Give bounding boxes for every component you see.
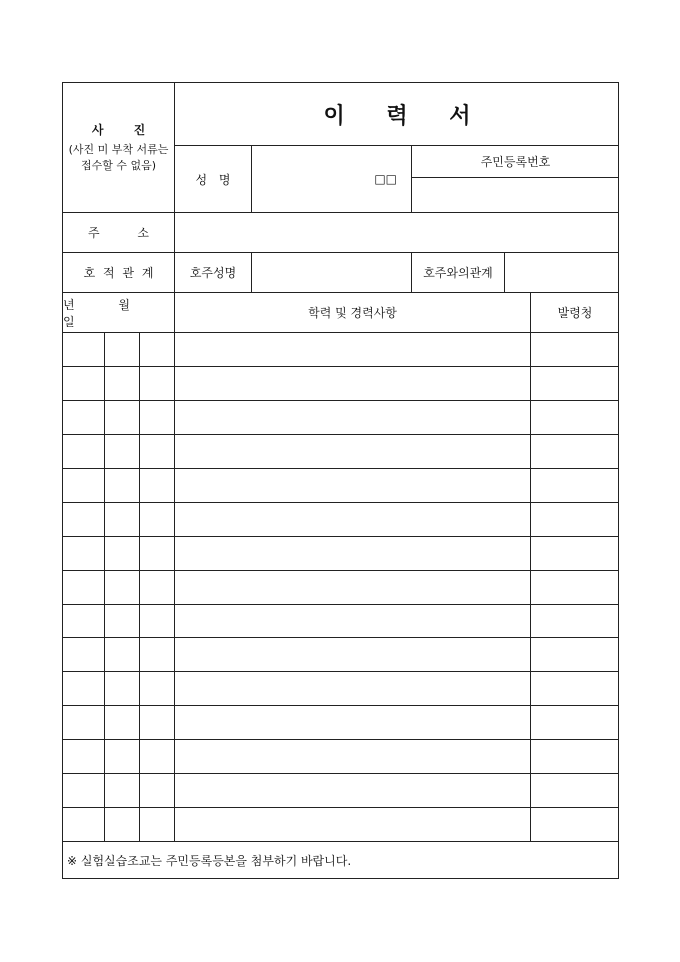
history-day-cell[interactable] xyxy=(140,740,174,773)
history-day-cell[interactable] xyxy=(140,638,174,671)
history-detail-cell[interactable] xyxy=(175,605,530,638)
history-month-cell[interactable] xyxy=(105,333,139,366)
history-detail-cell[interactable] xyxy=(175,503,530,536)
history-header: 학력 및 경력사항 xyxy=(308,306,397,320)
history-day-cell[interactable] xyxy=(140,774,174,807)
history-detail-cell[interactable] xyxy=(175,740,530,773)
history-issuer-cell[interactable] xyxy=(531,808,619,841)
history-year-cell[interactable] xyxy=(63,638,104,671)
history-day-cell[interactable] xyxy=(140,401,174,434)
relation-to-head-field[interactable] xyxy=(505,253,619,292)
history-day-cell[interactable] xyxy=(140,605,174,638)
issuer-header: 발령청 xyxy=(557,306,593,320)
history-issuer-cell[interactable] xyxy=(531,469,619,502)
history-month-cell[interactable] xyxy=(105,605,139,638)
history-detail-cell[interactable] xyxy=(175,774,530,807)
history-year-cell[interactable] xyxy=(63,808,104,841)
household-head-name-label: 호주성명 xyxy=(189,266,237,280)
history-year-cell[interactable] xyxy=(63,469,104,502)
date-header: 년 월 일 xyxy=(63,297,130,329)
history-issuer-cell[interactable] xyxy=(531,537,619,570)
history-month-cell[interactable] xyxy=(105,537,139,570)
history-issuer-cell[interactable] xyxy=(531,706,619,739)
form-title: 이 력 서 xyxy=(323,102,471,129)
history-issuer-cell[interactable] xyxy=(531,740,619,773)
history-month-cell[interactable] xyxy=(105,503,139,536)
history-year-cell[interactable] xyxy=(63,333,104,366)
history-day-cell[interactable] xyxy=(140,672,174,705)
history-detail-cell[interactable] xyxy=(175,571,530,604)
history-year-cell[interactable] xyxy=(63,503,104,536)
history-month-cell[interactable] xyxy=(105,706,139,739)
history-day-cell[interactable] xyxy=(140,503,174,536)
history-detail-cell[interactable] xyxy=(175,469,530,502)
photo-note-line2: 접수할 수 없음) xyxy=(80,158,157,172)
history-day-cell[interactable] xyxy=(140,537,174,570)
history-year-cell[interactable] xyxy=(63,367,104,400)
history-year-cell[interactable] xyxy=(63,706,104,739)
history-month-cell[interactable] xyxy=(105,774,139,807)
history-year-cell[interactable] xyxy=(63,435,104,468)
history-issuer-cell[interactable] xyxy=(531,367,619,400)
history-month-cell[interactable] xyxy=(105,808,139,841)
history-day-cell[interactable] xyxy=(140,706,174,739)
history-year-cell[interactable] xyxy=(63,774,104,807)
history-day-cell[interactable] xyxy=(140,333,174,366)
resident-number-field[interactable] xyxy=(412,178,619,212)
history-detail-cell[interactable] xyxy=(175,672,530,705)
history-issuer-cell[interactable] xyxy=(531,605,619,638)
history-day-cell[interactable] xyxy=(140,469,174,502)
history-month-cell[interactable] xyxy=(105,672,139,705)
history-day-cell[interactable] xyxy=(140,808,174,841)
name-label: 성 명 xyxy=(195,172,231,187)
history-month-cell[interactable] xyxy=(105,638,139,671)
history-day-cell[interactable] xyxy=(140,367,174,400)
name-field[interactable] xyxy=(252,146,411,212)
history-detail-cell[interactable] xyxy=(175,638,530,671)
history-month-cell[interactable] xyxy=(105,401,139,434)
history-month-cell[interactable] xyxy=(105,469,139,502)
relation-to-head-label: 호주와의관계 xyxy=(423,266,493,280)
history-detail-cell[interactable] xyxy=(175,706,530,739)
resident-number-label: 주민등록번호 xyxy=(480,155,551,169)
history-month-cell[interactable] xyxy=(105,740,139,773)
history-issuer-cell[interactable] xyxy=(531,774,619,807)
photo-box xyxy=(63,83,174,212)
history-issuer-cell[interactable] xyxy=(531,638,619,671)
history-year-cell[interactable] xyxy=(63,740,104,773)
family-relation-label: 호 적 관 계 xyxy=(83,266,154,280)
history-month-cell[interactable] xyxy=(105,435,139,468)
history-day-cell[interactable] xyxy=(140,435,174,468)
history-day-cell[interactable] xyxy=(140,571,174,604)
history-detail-cell[interactable] xyxy=(175,435,530,468)
address-label: 주 소 xyxy=(88,226,149,240)
history-issuer-cell[interactable] xyxy=(531,435,619,468)
history-issuer-cell[interactable] xyxy=(531,672,619,705)
history-year-cell[interactable] xyxy=(63,605,104,638)
history-issuer-cell[interactable] xyxy=(531,401,619,434)
history-year-cell[interactable] xyxy=(63,401,104,434)
history-year-cell[interactable] xyxy=(63,672,104,705)
history-month-cell[interactable] xyxy=(105,571,139,604)
history-detail-cell[interactable] xyxy=(175,367,530,400)
history-month-cell[interactable] xyxy=(105,367,139,400)
name-value: □□ xyxy=(374,172,397,186)
history-detail-cell[interactable] xyxy=(175,808,530,841)
history-year-cell[interactable] xyxy=(63,571,104,604)
history-detail-cell[interactable] xyxy=(175,333,530,366)
history-issuer-cell[interactable] xyxy=(531,503,619,536)
history-issuer-cell[interactable] xyxy=(531,333,619,366)
photo-label: 사 진 xyxy=(91,122,146,137)
address-field[interactable] xyxy=(175,213,619,252)
photo-note-line1: (사진 미 부착 서류는 xyxy=(68,142,169,156)
history-detail-cell[interactable] xyxy=(175,401,530,434)
resume-form xyxy=(62,82,619,879)
history-issuer-cell[interactable] xyxy=(531,571,619,604)
household-head-name-field[interactable] xyxy=(252,253,411,292)
history-year-cell[interactable] xyxy=(63,537,104,570)
history-detail-cell[interactable] xyxy=(175,537,530,570)
footnote: ※ 실험실습조교는 주민등록등본을 첨부하기 바랍니다. xyxy=(67,853,352,868)
